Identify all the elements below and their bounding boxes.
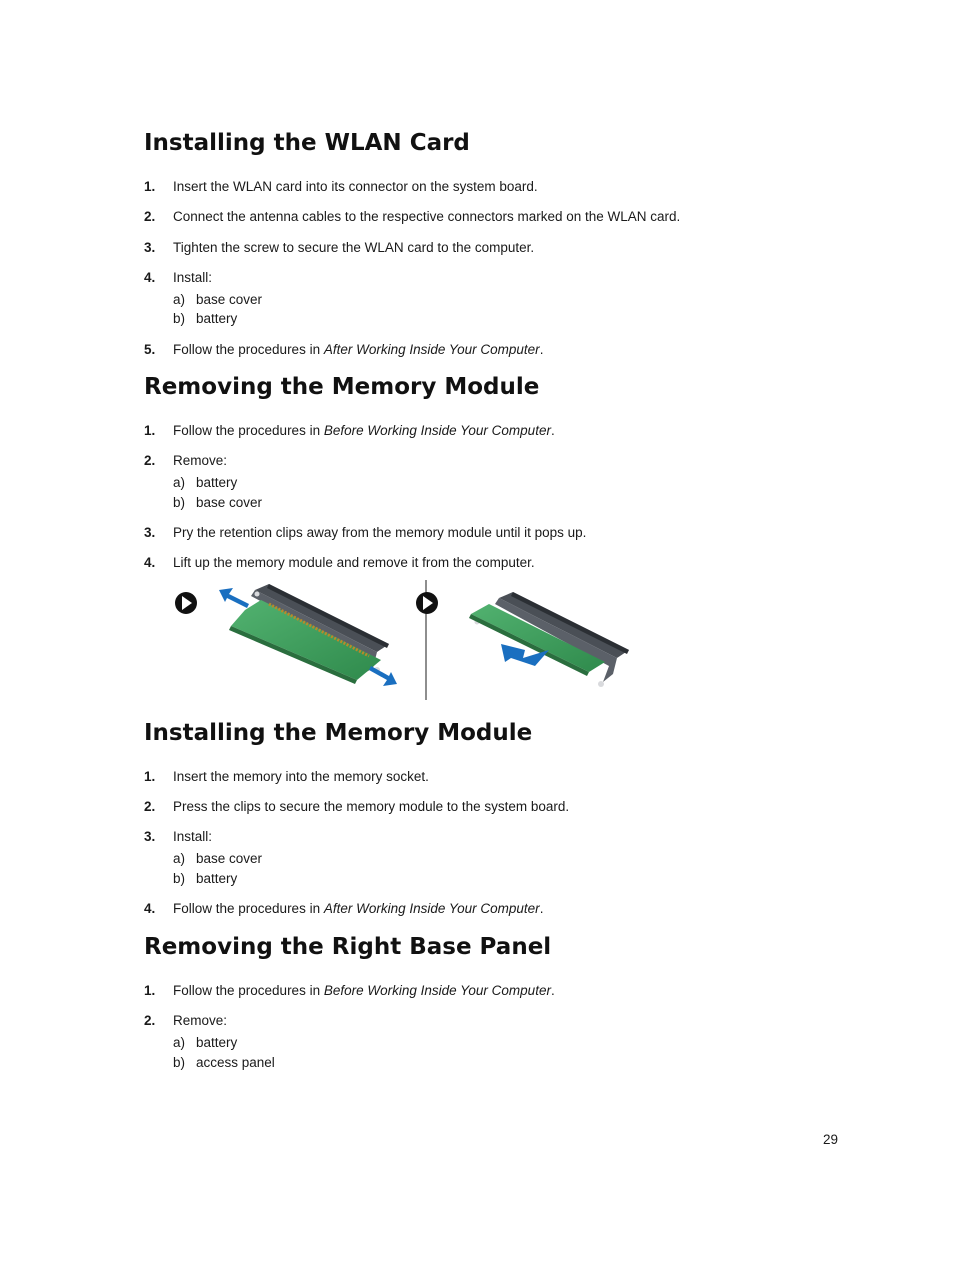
- step-text: Press the clips to secure the memory module to the system board.: [173, 799, 570, 814]
- step-text-pre: Follow the procedures in: [173, 901, 324, 916]
- step-text: Tighten the screw to secure the WLAN card to the computer.: [173, 240, 535, 255]
- step-number: 4.: [144, 270, 156, 285]
- sub-letter: b): [173, 311, 186, 326]
- sub-text: base cover: [196, 495, 263, 510]
- step-text-post: .: [550, 423, 555, 438]
- step-text: Insert the WLAN card into its connector on the system board.: [173, 179, 538, 194]
- step-text-reference: After Working Inside Your Computer: [323, 342, 540, 357]
- step-text: [173, 343, 543, 357]
- step-number: 1.: [144, 423, 156, 438]
- sub-text: battery: [196, 1035, 238, 1050]
- step-text-post: .: [539, 342, 544, 357]
- sub-text: base cover: [196, 851, 263, 866]
- sub-letter: a): [173, 475, 186, 490]
- step-text-pre: Follow the procedures in: [173, 983, 324, 998]
- sub-text: access panel: [196, 1055, 275, 1070]
- step-text: [173, 984, 555, 998]
- step-number: 3.: [144, 829, 156, 844]
- step-text: Pry the retention clips away from the memory module until it pops up.: [173, 525, 587, 540]
- step-text: Install:: [173, 270, 213, 285]
- step-number: 2.: [144, 453, 156, 468]
- step-indicator-icon: [175, 592, 197, 614]
- section-title-removing-right-base-panel: Removing the Right Base Panel: [144, 934, 552, 960]
- step-number: 2.: [144, 209, 156, 224]
- sub-letter: a): [173, 1035, 186, 1050]
- sub-letter: a): [173, 851, 186, 866]
- step-text-reference: Before Working Inside Your Computer: [323, 423, 551, 438]
- memory-module-removal-illustration: [173, 578, 657, 700]
- section-title-installing-wlan-card: Installing the WLAN Card: [144, 130, 470, 156]
- step-text: Install:: [173, 829, 213, 844]
- step-text-reference: Before Working Inside Your Computer: [323, 983, 551, 998]
- page-number: 29: [822, 1132, 838, 1147]
- sub-text: base cover: [196, 292, 263, 307]
- step-text: Connect the antenna cables to the respective connectors marked on the WLAN card.: [173, 209, 681, 224]
- step-text: Remove:: [173, 453, 228, 468]
- step-text-post: .: [539, 901, 544, 916]
- step-text-post: .: [550, 983, 555, 998]
- sub-text: battery: [196, 475, 238, 490]
- sub-letter: a): [173, 292, 186, 307]
- sub-letter: b): [173, 1055, 186, 1070]
- step-text-reference: After Working Inside Your Computer: [323, 901, 540, 916]
- step-number: 2.: [144, 1013, 156, 1028]
- step-number: 1.: [144, 983, 156, 998]
- memory-module-diagram: [173, 578, 657, 700]
- step-number: 3.: [144, 525, 156, 540]
- step-number: 4.: [144, 901, 156, 916]
- step-text: [173, 902, 543, 916]
- section-title-installing-memory-module: Installing the Memory Module: [144, 720, 533, 746]
- step-indicator-icon: [416, 592, 438, 614]
- step-text-pre: Follow the procedures in: [173, 342, 324, 357]
- step-text-pre: Follow the procedures in: [173, 423, 324, 438]
- section-title-removing-memory-module: Removing the Memory Module: [144, 374, 540, 400]
- sub-letter: b): [173, 495, 186, 510]
- step-number: 5.: [144, 342, 156, 357]
- sub-text: battery: [196, 311, 238, 326]
- step-text: Remove:: [173, 1013, 228, 1028]
- sub-text: battery: [196, 871, 238, 886]
- step-text: [173, 424, 555, 438]
- step-text: Lift up the memory module and remove it from the computer.: [173, 555, 535, 570]
- step-number: 3.: [144, 240, 156, 255]
- step-number: 4.: [144, 555, 156, 570]
- sub-letter: b): [173, 871, 186, 886]
- step-text: Insert the memory into the memory socket.: [173, 769, 429, 784]
- step-number: 1.: [144, 769, 156, 784]
- step-number: 2.: [144, 799, 156, 814]
- step-number: 1.: [144, 179, 156, 194]
